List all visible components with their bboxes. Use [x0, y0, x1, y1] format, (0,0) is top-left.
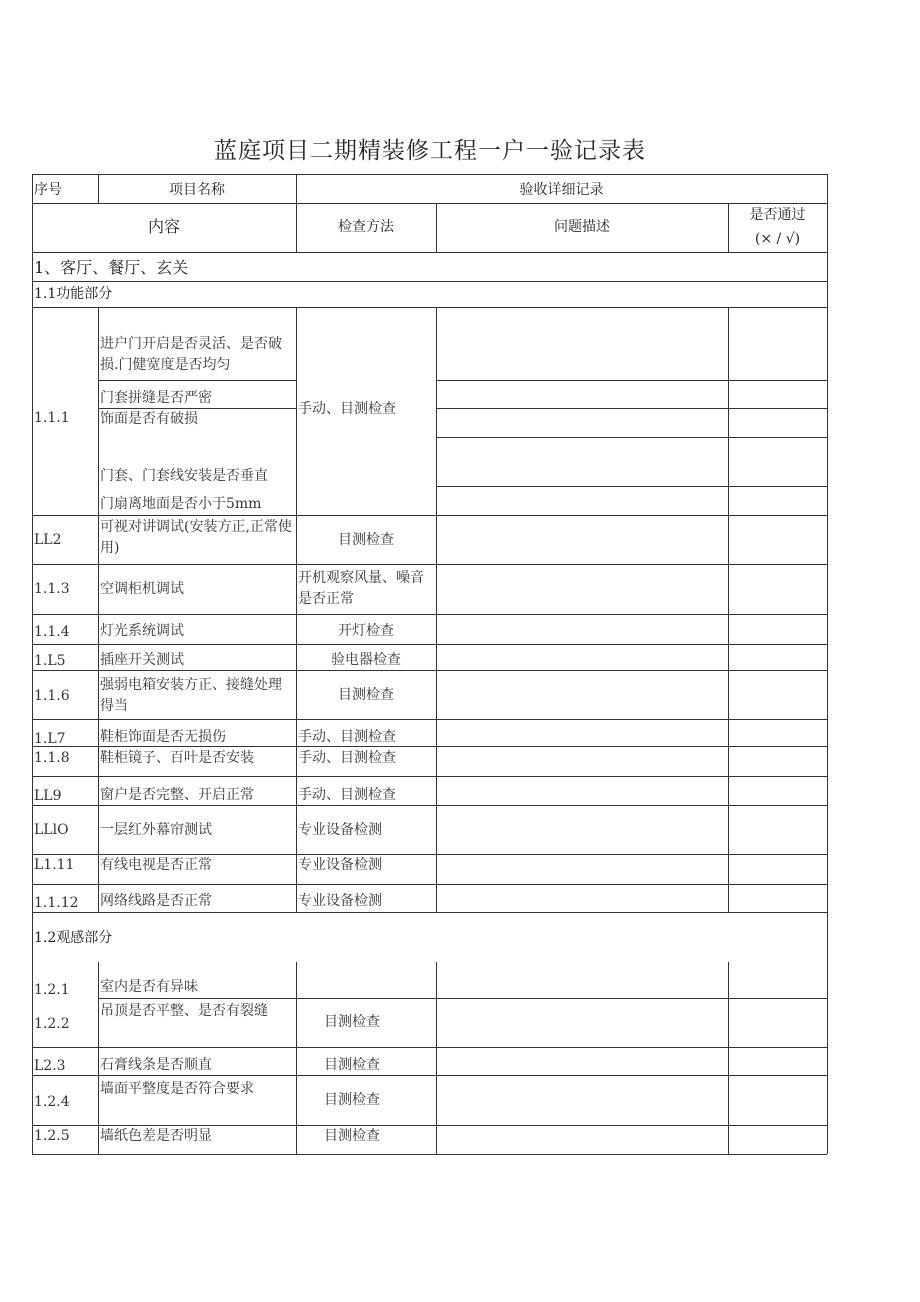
row-item: 插座开关测试 [100, 652, 184, 668]
table-line [436, 408, 827, 409]
table-line [32, 174, 33, 1154]
table-line [436, 962, 437, 1154]
row-item: 饰面是否有破损 [100, 411, 198, 427]
row-item: 有线电视是否正常 [100, 857, 212, 873]
row-item: 窗户是否完整、开启正常 [100, 787, 254, 803]
table-line [32, 719, 827, 720]
row-seq: 1.1.4 [34, 624, 70, 640]
table-line [98, 380, 296, 381]
row-item: 石膏线条是否顺直 [100, 1057, 212, 1073]
table-line [296, 307, 297, 912]
row-method: 目测检查 [324, 1092, 380, 1108]
header-acceptance-record: 验收详细记录 [519, 182, 604, 198]
table-line [32, 203, 827, 204]
row-method: 目测检查 [324, 1014, 380, 1030]
table-line [436, 307, 437, 912]
subsection-title: 1.2观感部分 [34, 930, 113, 946]
row-seq: 1.2.2 [34, 1016, 70, 1032]
row-seq: LL9 [34, 788, 62, 804]
header-seq: 序号 [34, 182, 62, 198]
row-seq: 1.L7 [34, 731, 66, 747]
row-seq: LL2 [34, 532, 62, 548]
subsection-title: 1.1功能部分 [34, 286, 113, 302]
row-item: 一层红外幕帘测试 [100, 822, 212, 838]
row-item: 门套拼缝是否严密 [100, 390, 212, 406]
table-line [728, 307, 729, 912]
header-content: 内容 [147, 217, 180, 236]
table-line [32, 644, 827, 645]
row-seq: L2.3 [34, 1058, 66, 1074]
table-line [32, 912, 827, 913]
row-item: 灯光系统调试 [100, 623, 184, 639]
row-method: 手动、目测检查 [298, 729, 396, 745]
row-seq: 1.L5 [34, 653, 66, 669]
row-method: 目测检查 [324, 1057, 380, 1073]
row-seq: 1.2.4 [34, 1094, 70, 1110]
row-item: 室内是否有异味 [100, 979, 198, 995]
row-seq: 1.1.3 [34, 581, 70, 597]
table-line [32, 776, 827, 777]
row-seq: 1.2.1 [34, 982, 70, 998]
table-line [32, 805, 827, 806]
row-method: 开灯检查 [338, 623, 394, 639]
row-seq: 1.1.1 [34, 410, 70, 426]
header-pass-symbols: (× / √) [754, 231, 801, 247]
table-line [436, 486, 827, 487]
row-seq: 1.1.12 [34, 895, 79, 911]
row-method: 目测检查 [324, 1128, 380, 1144]
table-line [827, 174, 828, 1154]
table-line [32, 1075, 827, 1076]
table-line [436, 437, 827, 438]
table-line [32, 174, 827, 175]
table-line [728, 962, 729, 1154]
table-line [32, 614, 827, 615]
table-line [32, 1154, 827, 1155]
page-title: 蓝庭项目二期精装修工程一户一验记录表 [214, 138, 646, 164]
row-seq: L1.11 [34, 857, 75, 873]
row-seq: 1.1.8 [34, 750, 70, 766]
table-line [32, 670, 827, 671]
row-seq: LLlO [34, 822, 69, 838]
row-item: 空调柜机调试 [100, 581, 184, 597]
row-method: 手动、目测检查 [298, 750, 396, 766]
row-seq: 1.2.5 [34, 1128, 70, 1144]
section-title: 1、客厅、餐厅、玄关 [34, 258, 189, 277]
table-line [98, 307, 99, 912]
row-item: 鞋柜镜子、百叶是否安装 [100, 750, 254, 766]
table-line [436, 380, 827, 381]
row-seq: 1.1.6 [34, 688, 70, 704]
header-method: 检查方法 [338, 219, 394, 235]
header-problem: 问题描述 [554, 219, 610, 235]
row-item: 墙面平整度是否符合要求 [100, 1081, 254, 1097]
row-method: 开机观察风量、噪音是否正常 [298, 570, 424, 607]
table-line [98, 962, 99, 1154]
header-item-name: 项目名称 [169, 182, 225, 198]
table-line [32, 1047, 827, 1048]
table-line [32, 564, 827, 565]
row-item: 门套、门套线安装是否垂直 [100, 468, 268, 484]
table-line [32, 884, 827, 885]
row-method: 专业设备检测 [298, 822, 382, 838]
row-item: 门扇离地面是否小于5mm [100, 496, 262, 512]
row-method: 专业设备检测 [298, 857, 382, 873]
row-item: 强弱电箱安装方正、接缝处理得当 [100, 677, 282, 714]
table-line [98, 998, 827, 999]
row-method: 手动、目测检查 [298, 401, 396, 417]
row-item: 可视对讲调试(安装方正,正常使用) [100, 519, 292, 556]
row-item: 鞋柜饰面是否无损伤 [100, 729, 226, 745]
row-method: 手动、目测检查 [298, 787, 396, 803]
header-pass: 是否通过 [749, 207, 806, 223]
row-item: 进户门开启是否灵活、是否破损.门健宽度是否均匀 [100, 336, 282, 373]
row-method: 目测检查 [338, 532, 394, 548]
table-line [32, 281, 827, 282]
table-line [32, 515, 827, 516]
table-line [32, 307, 827, 308]
row-method: 验电器检查 [331, 652, 401, 668]
row-method: 目测检查 [338, 687, 394, 703]
row-item: 墙纸色差是否明显 [100, 1128, 212, 1144]
row-item: 网络线路是否正常 [100, 893, 212, 909]
row-method: 专业设备检测 [298, 893, 382, 909]
row-item: 吊顶是否平整、是否有裂缝 [100, 1003, 268, 1019]
table-line [32, 252, 827, 253]
